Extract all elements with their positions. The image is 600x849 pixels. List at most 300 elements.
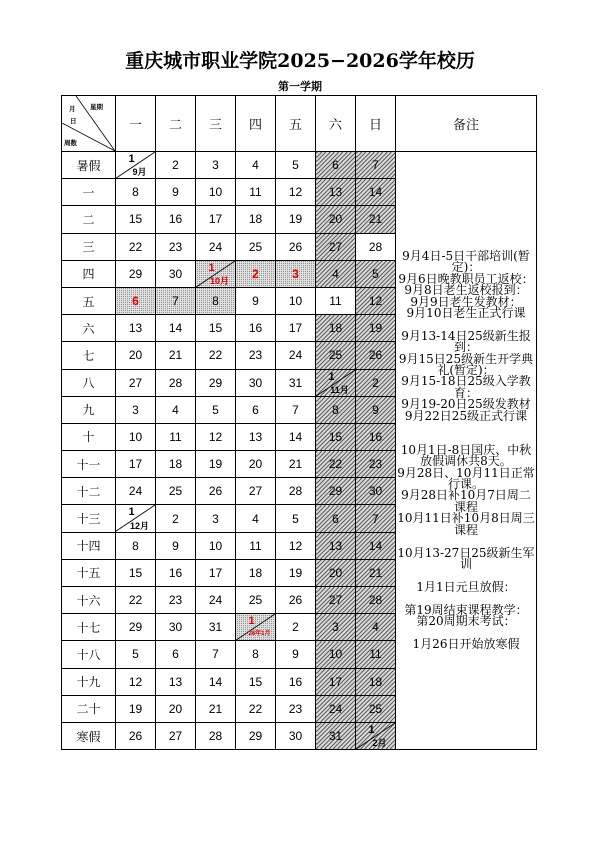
day-number: 1 — [368, 723, 375, 736]
day-number: 25 — [248, 593, 263, 608]
day-number: 20 — [168, 701, 183, 716]
note-line: 9月13-14日25级新生报到： — [401, 328, 531, 355]
day-number: 1 — [248, 615, 255, 628]
date-cell-tue — [156, 369, 196, 396]
date-cell-fri — [276, 587, 316, 614]
month-start-split — [316, 370, 355, 396]
day-number: 2 — [252, 266, 259, 281]
date-cell-sun — [356, 342, 396, 369]
date-cell-sun — [356, 396, 396, 423]
date-cell-wed — [196, 369, 236, 396]
date-cell-fri — [276, 559, 316, 586]
date-cell-sat — [316, 532, 356, 559]
date-cell-fri — [276, 451, 316, 478]
day-number: 9 — [372, 402, 379, 417]
day-number: 22 — [128, 239, 143, 254]
day-number: 9 — [172, 185, 179, 200]
day-number: 8 — [332, 402, 339, 417]
date-cell-tue — [156, 206, 196, 233]
document-title: 重庆城市职业学院2025−2026学年校历 — [125, 50, 475, 72]
day-header-fri: 五 — [276, 96, 316, 152]
date-cell-thu — [236, 559, 276, 586]
day-number: 30 — [288, 729, 303, 744]
week-number-cell: 五 — [62, 287, 116, 314]
day-number: 19 — [288, 212, 303, 227]
month-start-split — [356, 723, 395, 749]
day-number: 25 — [248, 239, 263, 254]
date-cell-fri — [276, 179, 316, 206]
date-cell-sat — [316, 505, 356, 532]
date-cell-sat — [316, 342, 356, 369]
day-number: 15 — [328, 429, 343, 444]
date-cell-thu — [236, 206, 276, 233]
day-number: 18 — [368, 674, 383, 689]
date-cell-wed — [196, 641, 236, 668]
day-number: 26 — [208, 484, 223, 499]
day-number: 16 — [248, 321, 263, 336]
date-cell-mon — [116, 260, 156, 287]
note-line — [396, 422, 536, 433]
date-cell-mon — [116, 722, 156, 749]
day-number: 12 — [128, 674, 143, 689]
date-cell-mon — [116, 587, 156, 614]
day-number: 3 — [292, 266, 299, 281]
date-cell-wed — [196, 315, 236, 342]
date-cell-thu — [236, 342, 276, 369]
date-cell-thu — [236, 260, 276, 287]
day-number: 5 — [372, 266, 379, 281]
week-number-cell: 三 — [62, 233, 116, 260]
date-cell-sat — [316, 179, 356, 206]
date-cell-sun — [356, 614, 396, 641]
note-line: 9月28日、10月11日正常行课。 — [397, 465, 535, 492]
date-cell-tue — [156, 668, 196, 695]
day-header-sat: 六 — [316, 96, 356, 152]
day-number: 3 — [332, 620, 339, 635]
day-number: 4 — [252, 511, 259, 526]
date-cell-mon — [116, 179, 156, 206]
date-cell-tue — [156, 179, 196, 206]
week-number-cell: 一 — [62, 179, 116, 206]
date-cell-thu — [236, 614, 276, 641]
day-number: 2 — [172, 511, 179, 526]
day-number: 17 — [208, 565, 223, 580]
day-number: 3 — [132, 402, 139, 417]
date-cell-thu — [236, 369, 276, 396]
day-number: 23 — [368, 457, 383, 472]
day-number: 14 — [168, 321, 183, 336]
month-label: 10月 — [209, 275, 229, 286]
date-cell-tue — [156, 287, 196, 314]
date-cell-sat — [316, 614, 356, 641]
semester-subtitle: 第一学期 — [278, 80, 322, 93]
day-number: 14 — [288, 429, 303, 444]
day-number: 10 — [208, 538, 223, 553]
date-cell-thu — [236, 287, 276, 314]
day-number: 30 — [168, 620, 183, 635]
day-number: 1 — [208, 261, 215, 274]
day-number: 29 — [128, 620, 143, 635]
day-number: 4 — [172, 402, 179, 417]
corner-day-label: 日 — [70, 117, 77, 125]
day-number: 9 — [292, 647, 299, 662]
date-cell-mon — [116, 451, 156, 478]
note-line: 1月1日元旦放假： — [416, 579, 516, 594]
day-number: 23 — [168, 239, 183, 254]
date-cell-sat — [316, 451, 356, 478]
date-cell-sat — [316, 315, 356, 342]
day-number: 9 — [252, 294, 259, 309]
day-number: 27 — [328, 239, 343, 254]
week-number-cell: 二 — [62, 206, 116, 233]
date-cell-fri — [276, 396, 316, 423]
week-number-cell: 十四 — [62, 532, 116, 559]
week-number-cell: 寒假 — [62, 722, 116, 749]
day-number: 23 — [248, 348, 263, 363]
date-cell-sat — [316, 695, 356, 722]
day-header-thu: 四 — [236, 96, 276, 152]
note-line: 9月9日老生发教材： — [410, 294, 522, 309]
school-calendar-table — [61, 95, 537, 750]
date-cell-tue — [156, 342, 196, 369]
month-label: 9月 — [132, 167, 147, 178]
day-number: 17 — [208, 212, 223, 227]
day-number: 24 — [128, 484, 143, 499]
day-number: 29 — [208, 375, 223, 390]
date-cell-tue — [156, 152, 196, 179]
note-line: 9月19-20日25级发教材 — [401, 397, 531, 412]
date-cell-fri — [276, 260, 316, 287]
day-number: 26 — [368, 348, 383, 363]
day-number: 21 — [368, 565, 383, 580]
day-number: 28 — [288, 484, 303, 499]
day-number: 4 — [332, 266, 339, 281]
month-label: 2月 — [372, 738, 387, 749]
corner-header-cell — [62, 96, 116, 152]
corner-month-label: 月 — [69, 105, 76, 113]
date-cell-sun — [356, 315, 396, 342]
date-cell-wed — [196, 722, 236, 749]
week-number-cell: 二十 — [62, 695, 116, 722]
date-cell-sun — [356, 695, 396, 722]
week-number-cell: 十三 — [62, 505, 116, 532]
date-cell-fri — [276, 532, 316, 559]
day-number: 22 — [328, 457, 343, 472]
date-cell-mon — [116, 369, 156, 396]
date-cell-tue — [156, 587, 196, 614]
day-number: 4 — [372, 620, 379, 635]
date-cell-sun — [356, 233, 396, 260]
date-cell-wed — [196, 505, 236, 532]
day-number: 1 — [328, 370, 335, 383]
day-number: 18 — [248, 212, 263, 227]
day-number: 29 — [328, 484, 343, 499]
date-cell-sat — [316, 206, 356, 233]
day-number: 11 — [249, 538, 262, 553]
date-cell-sun — [356, 532, 396, 559]
day-number: 25 — [328, 348, 343, 363]
month-label: 12月 — [129, 520, 149, 531]
day-number: 22 — [208, 348, 223, 363]
day-number: 5 — [292, 158, 299, 173]
note-line: 10月13-27日25级新生军训 — [397, 545, 535, 571]
date-cell-fri — [276, 233, 316, 260]
week-number-cell: 四 — [62, 260, 116, 287]
date-cell-sat — [316, 641, 356, 668]
day-number: 25 — [168, 484, 183, 499]
day-number: 27 — [168, 729, 183, 744]
date-cell-thu — [236, 396, 276, 423]
date-cell-mon — [116, 152, 156, 179]
date-cell-thu — [236, 423, 276, 450]
day-number: 6 — [332, 511, 339, 526]
day-number: 26 — [288, 239, 303, 254]
week-number-cell: 十一 — [62, 451, 116, 478]
date-cell-sat — [316, 260, 356, 287]
day-number: 15 — [128, 565, 143, 580]
note-line: 9月15-18日25级入学教育： — [401, 374, 531, 400]
day-header-wed: 三 — [196, 96, 236, 152]
date-cell-sun — [356, 451, 396, 478]
date-cell-thu — [236, 641, 276, 668]
day-number: 8 — [132, 185, 139, 200]
month-start-split — [116, 152, 155, 178]
day-number: 11 — [249, 185, 262, 200]
date-cell-thu — [236, 478, 276, 505]
date-cell-tue — [156, 532, 196, 559]
date-cell-fri — [276, 423, 316, 450]
date-cell-fri — [276, 641, 316, 668]
day-number: 22 — [128, 593, 143, 608]
note-line: 9月8日老生返校报到： — [404, 283, 528, 298]
day-number: 13 — [128, 321, 143, 336]
day-number: 24 — [328, 701, 343, 716]
date-cell-sun — [356, 287, 396, 314]
day-number: 10 — [328, 647, 343, 662]
date-cell-wed — [196, 396, 236, 423]
day-number: 13 — [328, 538, 343, 553]
day-number: 2 — [372, 375, 379, 390]
date-cell-mon — [116, 614, 156, 641]
date-cell-fri — [276, 695, 316, 722]
day-number: 9 — [172, 538, 179, 553]
day-number: 28 — [208, 729, 223, 744]
date-cell-sun — [356, 668, 396, 695]
week-number-cell: 十八 — [62, 641, 116, 668]
date-cell-sat — [316, 559, 356, 586]
week-number-cell: 十七 — [62, 614, 116, 641]
date-cell-sun — [356, 641, 396, 668]
date-cell-tue — [156, 722, 196, 749]
note-line: 9月6日晚教职员工返校： — [398, 271, 534, 286]
week-number-cell: 十九 — [62, 668, 116, 695]
date-cell-sun — [356, 478, 396, 505]
date-cell-sun — [356, 179, 396, 206]
day-number: 2 — [172, 158, 179, 173]
date-cell-sun — [356, 369, 396, 396]
day-number: 26 — [128, 729, 143, 744]
date-cell-sat — [316, 668, 356, 695]
date-cell-tue — [156, 478, 196, 505]
week-number-cell: 十二 — [62, 478, 116, 505]
day-number: 15 — [128, 212, 143, 227]
date-cell-fri — [276, 478, 316, 505]
day-number: 6 — [252, 402, 259, 417]
date-cell-mon — [116, 206, 156, 233]
day-number: 24 — [208, 239, 223, 254]
day-number: 21 — [368, 212, 383, 227]
day-number: 16 — [368, 429, 383, 444]
month-label: 26年1月 — [248, 631, 271, 638]
date-cell-sat — [316, 369, 356, 396]
day-number: 29 — [128, 266, 143, 281]
date-cell-wed — [196, 695, 236, 722]
day-number: 17 — [128, 457, 143, 472]
corner-weekday-label: 星期 — [90, 103, 103, 111]
day-number: 10 — [128, 429, 143, 444]
date-cell-mon — [116, 532, 156, 559]
day-number: 1 — [128, 153, 135, 165]
date-cell-sat — [316, 587, 356, 614]
day-number: 15 — [208, 321, 223, 336]
day-number: 13 — [328, 185, 343, 200]
week-number-cell: 九 — [62, 396, 116, 423]
day-number: 23 — [288, 701, 303, 716]
date-cell-wed — [196, 668, 236, 695]
day-number: 30 — [248, 375, 263, 390]
week-number-cell: 七 — [62, 342, 116, 369]
week-number-cell: 六 — [62, 315, 116, 342]
day-number: 17 — [328, 674, 343, 689]
date-cell-tue — [156, 396, 196, 423]
date-cell-wed — [196, 478, 236, 505]
note-line: 第19周结束课程教学： — [404, 602, 528, 617]
day-number: 25 — [368, 701, 383, 716]
date-cell-sat — [316, 396, 356, 423]
day-number: 14 — [368, 538, 383, 553]
date-cell-mon — [116, 342, 156, 369]
day-number: 28 — [368, 239, 383, 254]
day-number: 7 — [172, 294, 179, 309]
day-number: 10 — [208, 185, 223, 200]
date-cell-wed — [196, 152, 236, 179]
date-cell-wed — [196, 451, 236, 478]
week-number-cell: 十 — [62, 423, 116, 450]
day-number: 15 — [248, 674, 263, 689]
day-number: 11 — [369, 647, 382, 662]
date-cell-fri — [276, 342, 316, 369]
day-number: 21 — [168, 348, 183, 363]
table-row — [62, 152, 537, 179]
date-cell-fri — [276, 315, 316, 342]
date-cell-thu — [236, 233, 276, 260]
date-cell-fri — [276, 668, 316, 695]
day-number: 2 — [292, 620, 299, 635]
day-number: 4 — [252, 158, 259, 173]
date-cell-sun — [356, 260, 396, 287]
month-start-split — [236, 614, 275, 640]
day-number: 27 — [328, 593, 343, 608]
date-cell-thu — [236, 152, 276, 179]
date-cell-mon — [116, 641, 156, 668]
date-cell-fri — [276, 287, 316, 314]
day-number: 20 — [328, 565, 343, 580]
day-number: 5 — [212, 402, 219, 417]
day-number: 5 — [132, 647, 139, 662]
date-cell-mon — [116, 559, 156, 586]
header-row — [62, 96, 537, 152]
date-cell-sat — [316, 152, 356, 179]
date-cell-tue — [156, 559, 196, 586]
day-number: 10 — [288, 294, 303, 309]
day-number: 27 — [248, 484, 263, 499]
date-cell-thu — [236, 315, 276, 342]
day-number: 23 — [168, 593, 183, 608]
date-cell-tue — [156, 451, 196, 478]
day-number: 28 — [368, 593, 383, 608]
notes-cell — [396, 152, 537, 750]
day-header-mon: 一 — [116, 96, 156, 152]
day-number: 3 — [212, 511, 219, 526]
date-cell-wed — [196, 342, 236, 369]
date-cell-wed — [196, 233, 236, 260]
day-number: 12 — [288, 538, 303, 553]
day-number: 20 — [328, 212, 343, 227]
date-cell-thu — [236, 722, 276, 749]
day-number: 20 — [248, 457, 263, 472]
date-cell-sun — [356, 722, 396, 749]
date-cell-fri — [276, 722, 316, 749]
day-number: 7 — [212, 647, 219, 662]
day-number: 18 — [328, 321, 343, 336]
date-cell-mon — [116, 287, 156, 314]
date-cell-mon — [116, 315, 156, 342]
date-cell-sat — [316, 478, 356, 505]
note-line: 1月26日开始放寒假 — [412, 636, 520, 651]
day-number: 7 — [372, 511, 379, 526]
day-number: 19 — [288, 565, 303, 580]
day-number: 20 — [128, 348, 143, 363]
week-number-cell: 十五 — [62, 559, 116, 586]
date-cell-wed — [196, 614, 236, 641]
note-line: 9月22日25级正式行课 — [404, 408, 528, 423]
date-cell-wed — [196, 587, 236, 614]
date-cell-wed — [196, 287, 236, 314]
date-cell-mon — [116, 668, 156, 695]
day-number: 16 — [168, 565, 183, 580]
day-number: 16 — [168, 212, 183, 227]
date-cell-fri — [276, 206, 316, 233]
day-number: 8 — [212, 294, 219, 309]
date-cell-mon — [116, 396, 156, 423]
date-cell-wed — [196, 532, 236, 559]
date-cell-sun — [356, 587, 396, 614]
day-number: 30 — [368, 484, 383, 499]
day-number: 3 — [212, 158, 219, 173]
notes-header: 备注 — [396, 96, 537, 152]
date-cell-wed — [196, 423, 236, 450]
day-number: 13 — [168, 674, 183, 689]
day-number: 6 — [132, 294, 139, 309]
date-cell-sat — [316, 233, 356, 260]
date-cell-sat — [316, 287, 356, 314]
date-cell-thu — [236, 695, 276, 722]
day-number: 6 — [332, 158, 339, 173]
date-cell-wed — [196, 179, 236, 206]
date-cell-thu — [236, 451, 276, 478]
date-cell-sun — [356, 423, 396, 450]
day-number: 14 — [368, 185, 383, 200]
